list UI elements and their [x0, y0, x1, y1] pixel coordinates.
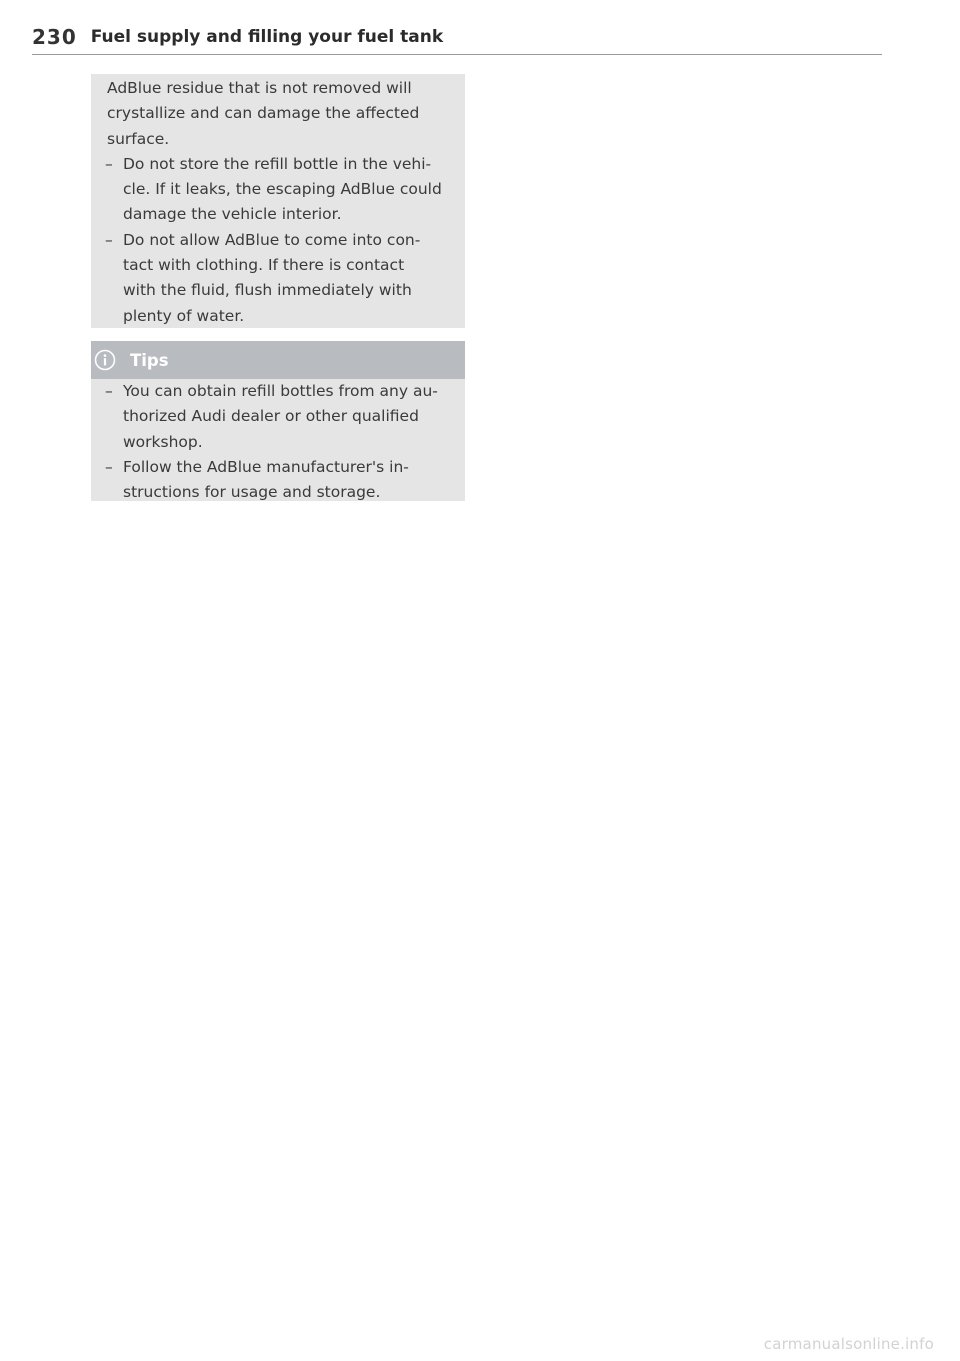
list-dash: –	[105, 382, 113, 400]
page-number: 230	[32, 25, 77, 49]
tips-line: Follow the AdBlue manufacturer's in-	[123, 457, 409, 476]
tips-body	[91, 379, 465, 501]
tips-list-item	[107, 455, 455, 506]
tips-list-item	[107, 379, 455, 455]
warning-line: crystallize and can damage the affected	[107, 104, 420, 123]
list-dash: –	[105, 457, 113, 476]
list-dash: –	[105, 154, 113, 173]
warning-line: AdBlue residue that is not removed will	[107, 79, 412, 97]
warning-line: with the fluid, flush immediately with	[123, 281, 412, 300]
info-icon	[94, 349, 116, 371]
warning-line: Do not allow AdBlue to come into con-	[123, 230, 421, 249]
tips-line: workshop.	[123, 432, 203, 451]
warning-list	[107, 152, 455, 329]
warning-list-item	[107, 228, 455, 329]
warning-line: surface.	[107, 129, 170, 148]
page-header	[32, 26, 882, 55]
tips-title: Tips	[130, 350, 169, 370]
warning-line: cle. If it leaks, the escaping AdBlue could	[123, 180, 442, 199]
warning-list-item	[107, 152, 455, 228]
warning-line: damage the vehicle interior.	[123, 205, 342, 224]
warning-line: Do not store the refill bottle in the vehi-	[123, 154, 432, 173]
warning-line: plenty of water.	[123, 306, 245, 325]
list-dash: –	[105, 230, 113, 249]
warning-continued-paragraph	[107, 76, 455, 152]
tips-line: thorized Audi dealer or other qualified	[123, 407, 419, 426]
tips-line: structions for usage and storage.	[123, 483, 381, 502]
watermark: carmanualsonline.info	[763, 1335, 934, 1353]
tips-line: You can obtain refill bottles from any au-	[123, 382, 438, 400]
warning-line: tact with clothing. If there is contact	[123, 256, 405, 275]
tips-list	[107, 379, 455, 505]
section-title: Fuel supply and filling your fuel tank	[90, 27, 444, 47]
warning-continuation-box	[91, 74, 465, 328]
tips-header	[91, 341, 465, 379]
